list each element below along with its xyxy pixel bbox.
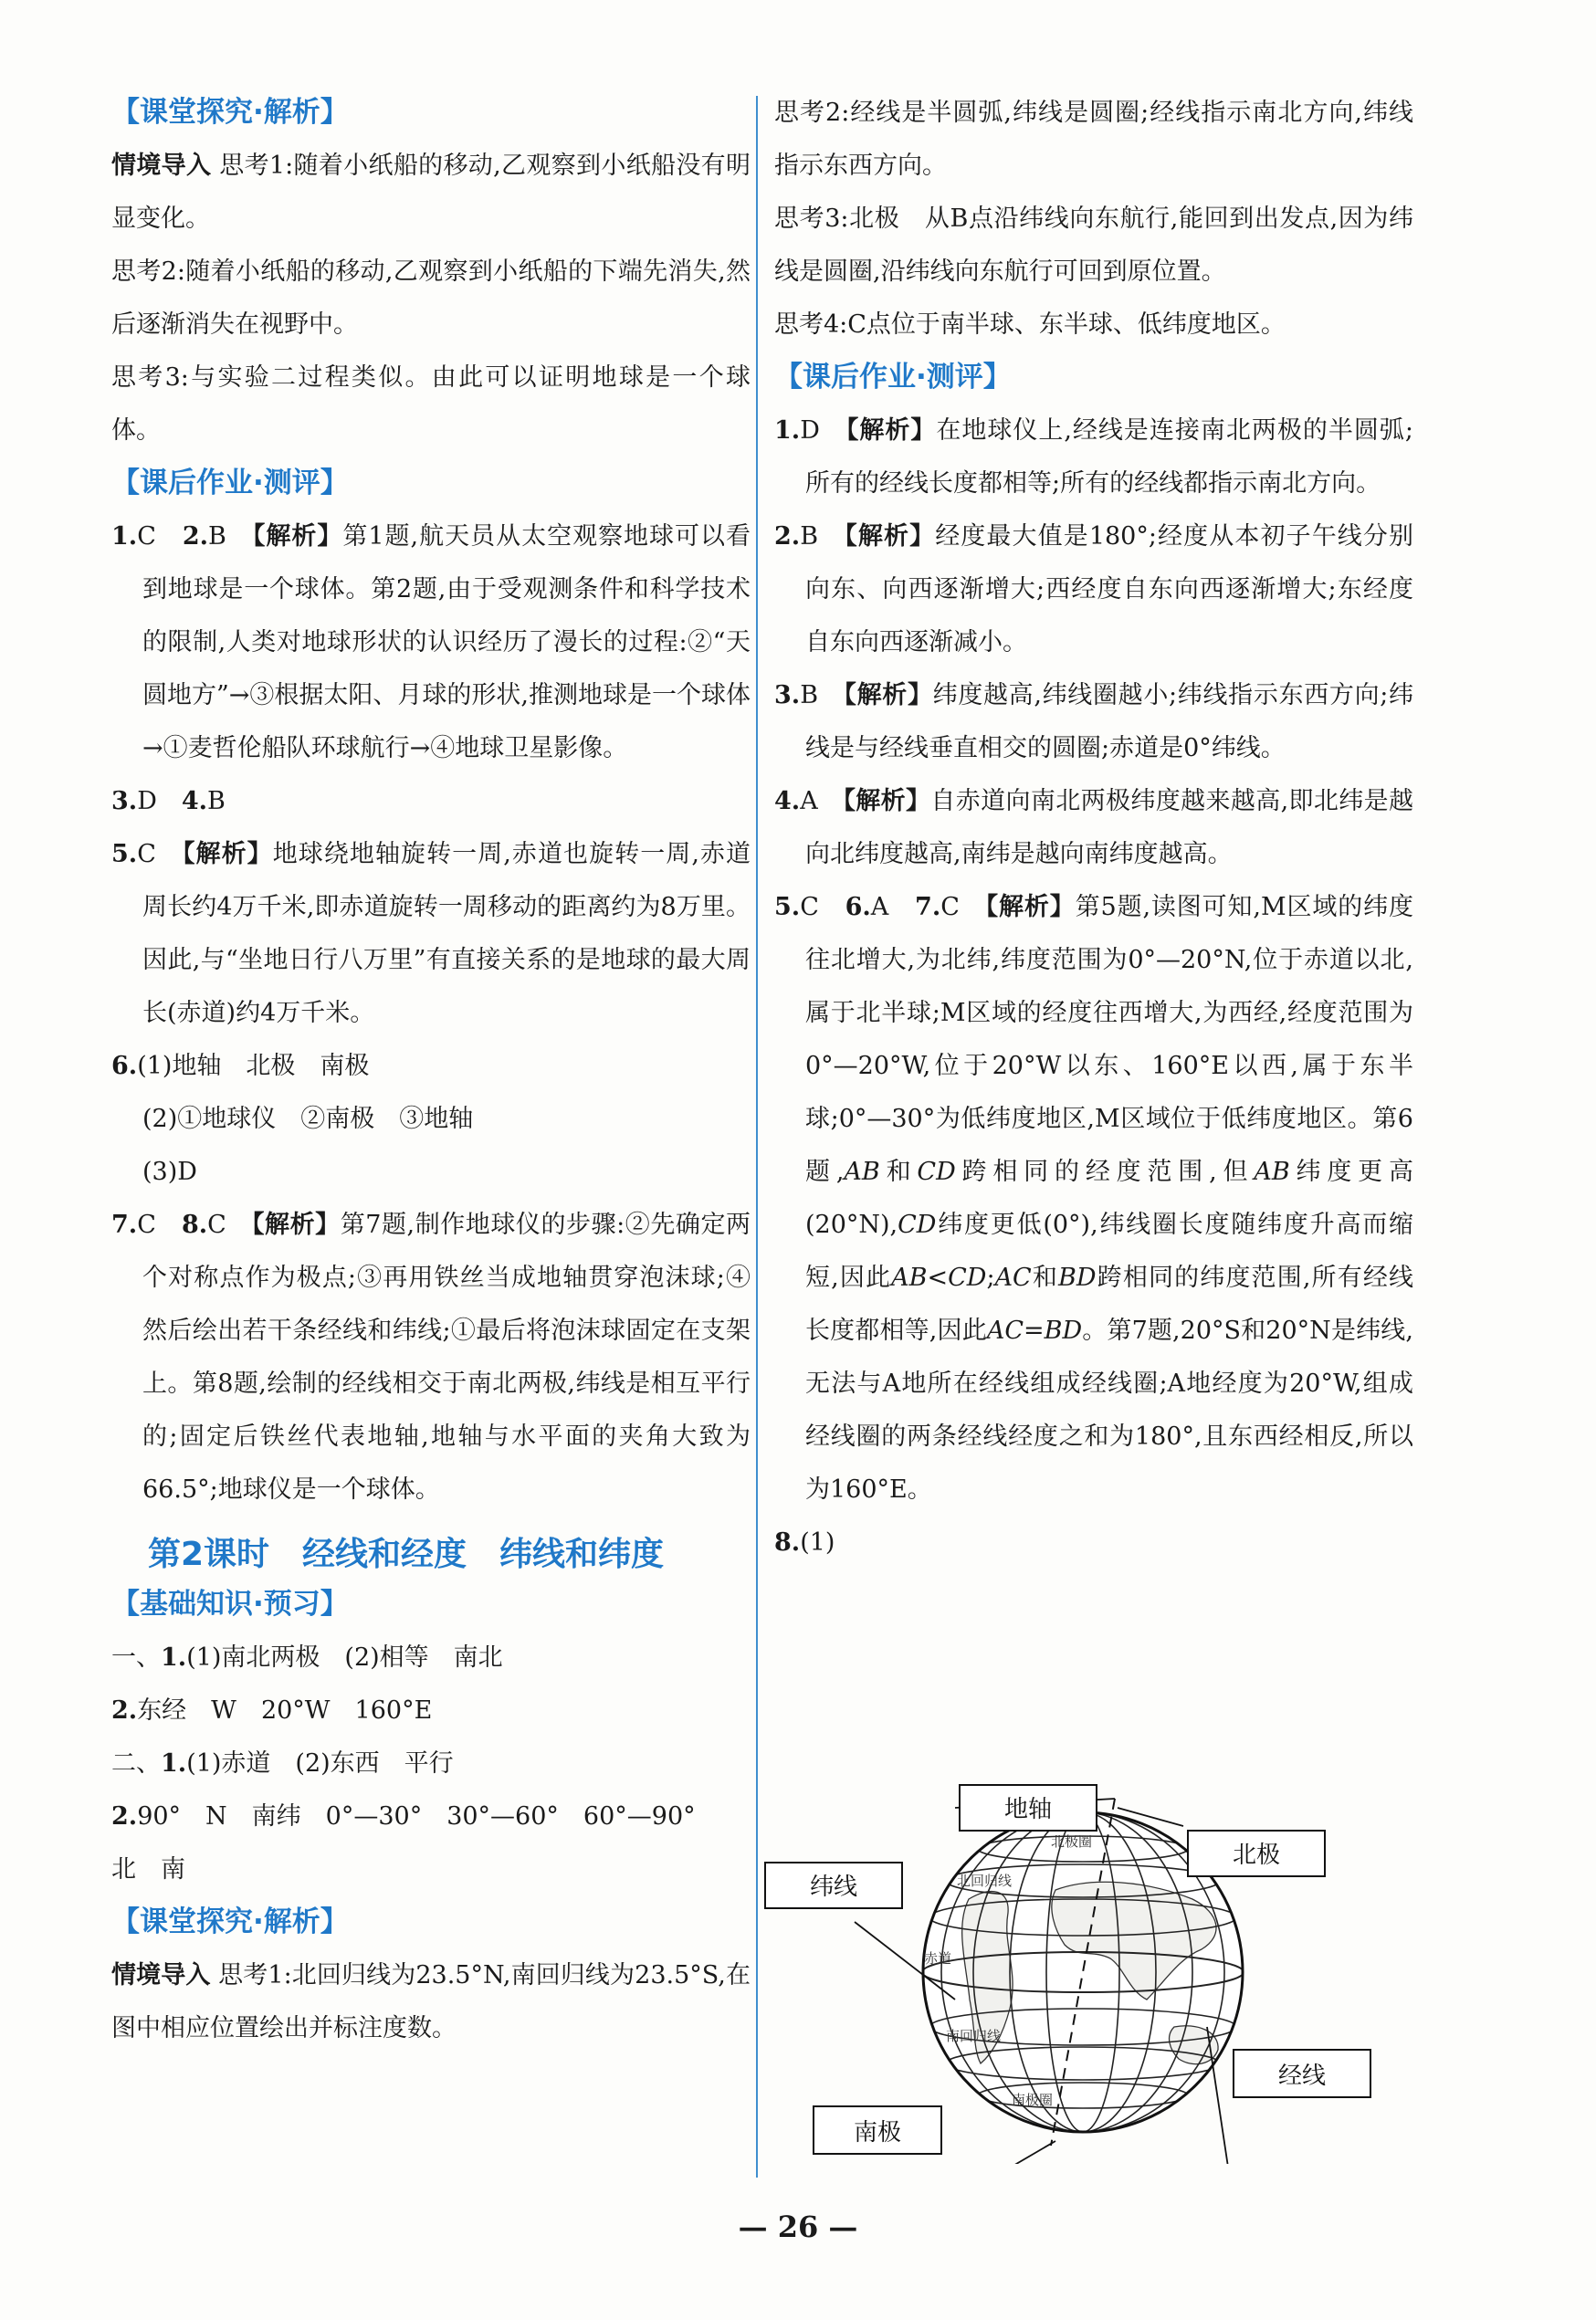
right-think-2: 思考2:经线是半圆弧,纬线是圆圈;经线指示南北方向,纬线指示东西方向。 bbox=[774, 99, 1413, 180]
basics-2-2: 2.90° N 南纬 0°—30° 30°—60° 60°—90° bbox=[111, 1802, 696, 1831]
arctic-circle-label: 北极圈 bbox=[1051, 1833, 1093, 1850]
right-column bbox=[774, 87, 1413, 1569]
globe-lower-callouts bbox=[763, 2045, 1402, 2173]
section-heading-homework-2: 【课后作业·测评】 bbox=[774, 361, 1012, 394]
r-answer-3: 3.B 【解析】纬度越高,纬线圈越小;纬线指示东西方向;纬线是与经线垂直相交的圆圈;赤道是0°纬线。 bbox=[774, 681, 1414, 762]
answer-5: 5.C 【解析】地球绕地轴旋转一周,赤道也旋转一周,赤道周长约4万千米,即赤道旋转一周移动的距离约为8万里。因此,与“坐地日行八万里”有直接关系的是地球的最大周长(赤道)约4万千米。 bbox=[111, 840, 751, 1027]
left-column bbox=[111, 87, 751, 2055]
section-heading-classroom-2: 【课堂探究·解析】 bbox=[111, 1905, 349, 1938]
right-think-4: 思考4:C点位于南半球、东半球、低纬度地区。 bbox=[774, 310, 1286, 339]
north-pole-label: 北极 bbox=[1232, 1842, 1281, 1869]
south-pole-label: 南极 bbox=[853, 2119, 902, 2147]
column-divider bbox=[756, 96, 758, 2178]
basics-2-1: 二、1.(1)赤道 (2)东西 平行 bbox=[111, 1749, 454, 1778]
section-heading-basics: 【基础知识·预习】 bbox=[111, 1588, 349, 1621]
answer-7-8: 7.C 8.C 【解析】第7题,制作地球仪的步骤:②先确定两个对称点作为极点;③再用铁丝当成地轴贯穿泡沫球;④然后绘出若干条经线和纬线;①最后将泡沫球固定在支架上。第8题,绘制的经线相交于南北两极,纬线是相互平行的;固定后铁丝代表地轴,地轴与水平面的夹角大致为66.5°;地球仪是一个球体。 bbox=[111, 1211, 751, 1504]
tropic-cancer-label: 北回归线 bbox=[957, 1873, 1013, 1889]
answer-6-part3: (3)D bbox=[142, 1158, 197, 1186]
basics-1-1: 一、1.(1)南北两极 (2)相等 南北 bbox=[111, 1643, 503, 1672]
section-heading-homework: 【课后作业·测评】 bbox=[111, 467, 349, 499]
r-answer-5-7: 5.C 6.A 7.C 【解析】第5题,读图可知,M区域的纬度往北增大,为北纬,纬度范围为0°—20°N,位于赤道以北,属于北半球;M区域的经度往西增大,为西经,经度范围为0°—20°W,位于20°W以东、160°E以西,属于东半球;0°—30°为低纬度地区,M区域位于低纬度地区。第6题,AB和CD跨相同的经度范围,但AB纬度更高(20°N),CD纬度更低(0°),纬线圈长度随纬度升高而缩短,因此AB<CD;AC和BD跨相同的纬度范围,所有经线长度都相等,因此AC=BD。第7题,20°S和20°N是纬线,无法与A地所在经线组成经线圈;A地经度为20°W,组成经线圈的两条经线经度之和为180°,且东西经相反,所以为160°E。 bbox=[774, 893, 1414, 1504]
basics-2-2-line2: 北 南 bbox=[111, 1855, 185, 1884]
answer-1-2: 1.C 2.B 【解析】第1题,航天员从太空观察地球可以看到地球是一个球体。第2题,由于受观测条件和科学技术的限制,人类对地球形状的认识经历了漫长的过程:②“天圆地方”→③根据太阳、月球的形状,推测地球是一个球体→①麦哲伦船队环球航行→④地球卫星影像。 bbox=[111, 522, 751, 762]
r-answer-8: 8.(1) bbox=[774, 1528, 835, 1557]
basics-1-2: 2.东经 W 20°W 160°E bbox=[111, 1696, 433, 1725]
longitude-label: 经线 bbox=[1277, 2063, 1327, 2090]
right-think-3: 思考3:北极 从B点沿纬线向东航行,能回到出发点,因为纬线是圆圈,沿纬线向东航行可回到原位置。 bbox=[774, 205, 1413, 286]
r-answer-1: 1.D 【解析】在地球仪上,经线是连接南北两极的半圆弧;所有的经线长度都相等;所有的经线都指示南北方向。 bbox=[774, 416, 1413, 498]
answer-6: 6.(1)地轴 北极 南极 bbox=[111, 1052, 370, 1080]
lesson-title: 第2课时 经线和经度 纬线和纬度 bbox=[148, 1536, 665, 1573]
answer-3-4: 3.D 4.B bbox=[111, 787, 226, 815]
section-heading-classroom: 【课堂探究·解析】 bbox=[111, 96, 349, 129]
page-number: — 26 — bbox=[738, 2210, 858, 2244]
equator-label: 赤道 bbox=[924, 1950, 952, 1967]
think-2: 思考2:随着小纸船的移动,乙观察到小纸船的下端先消失,然后逐渐消失在视野中。 bbox=[111, 257, 751, 339]
axis-label: 地轴 bbox=[1003, 1796, 1053, 1823]
think-3: 思考3:与实验二过程类似。由此可以证明地球是一个球体。 bbox=[111, 363, 751, 445]
antarctic-circle-label: 南极圈 bbox=[1012, 2092, 1054, 2108]
r-answer-4: 4.A 【解析】自赤道向南北两极纬度越来越高,即北纬是越向北纬度越高,南纬是越向南纬度越高。 bbox=[774, 787, 1414, 868]
answer-6-part2: (2)①地球仪 ②南极 ③地轴 bbox=[142, 1105, 474, 1133]
latitude-label: 纬线 bbox=[809, 1874, 858, 1901]
tropic-capricorn-label: 南回归线 bbox=[946, 2028, 1002, 2044]
scenario-intro: 情境导入 思考1:随着小纸船的移动,乙观察到小纸船没有明显变化。 bbox=[111, 152, 751, 233]
r-answer-2: 2.B 【解析】经度最大值是180°;经度从本初子午线分别向东、向西逐渐增大;西经度自东向西逐渐增大;东经度自东向西逐渐减小。 bbox=[774, 522, 1414, 656]
scenario-intro-2: 情境导入 思考1:北回归线为23.5°N,南回归线为23.5°S,在图中相应位置绘出并标注度数。 bbox=[111, 1961, 751, 2042]
